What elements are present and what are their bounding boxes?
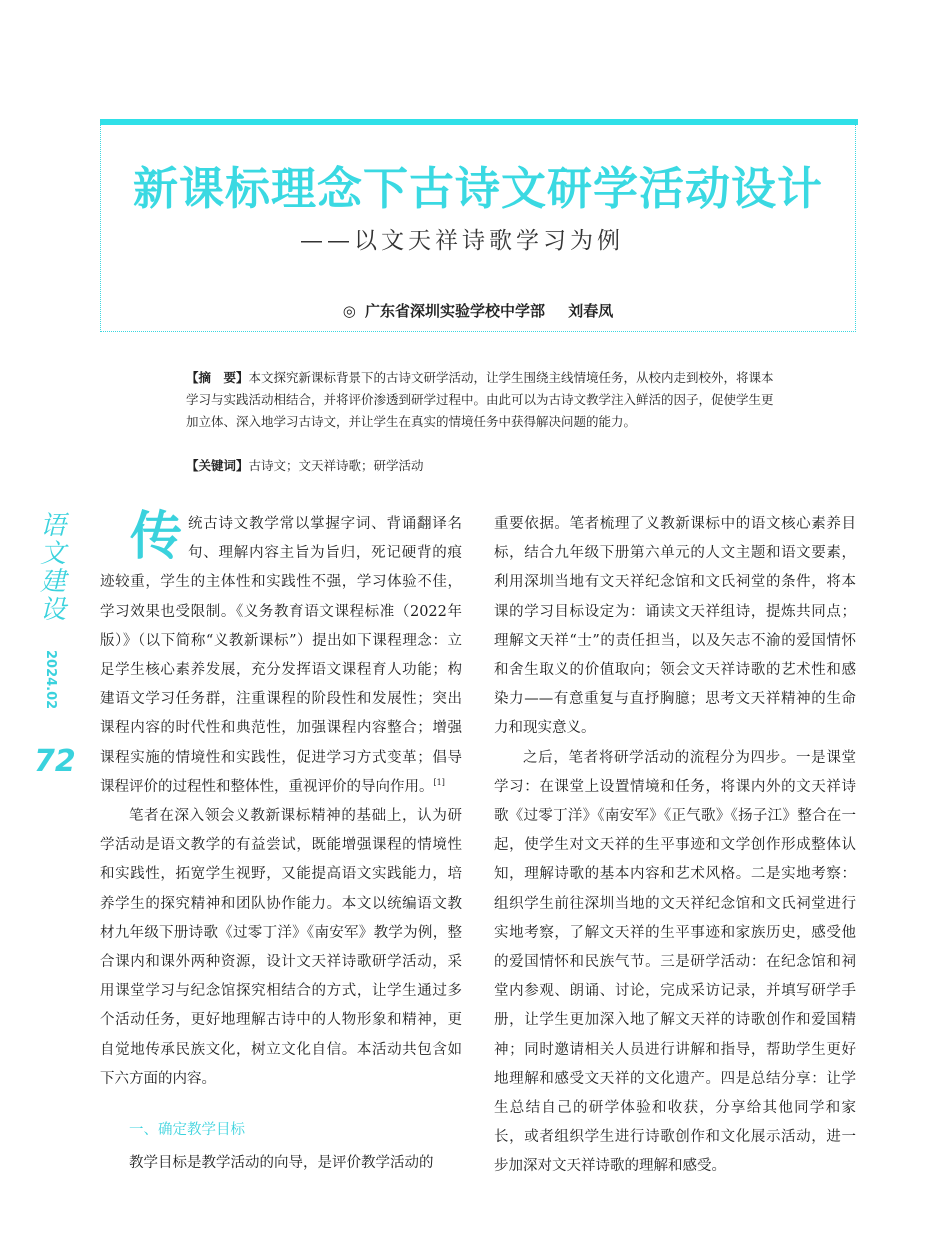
paragraph: 之后，笔者将研学活动的流程分为四步。一是课堂学习：在课堂上设置情境和任务，将课内外的文天祥诗歌《过零丁洋》《南安军》《正气歌》《扬子江》整合在一起，使学生对文天祥的生平事迹和文学创作形成整体认知，理解诗歌的基本内容和艺术风格。二是实地考察：组织学生前往深圳当地的文天祥纪念馆和文氏祠堂进行实地考察，了解文天祥的生平事迹和家族历史，感受他的爱国情怀和民族气节。三是研学活动：在纪念馆和祠堂内参观、朗诵、讨论，完成采访记录，并填写研学手册，让学生更加深入地了解文天祥的诗歌创作和爱国精神；同时邀请相关人员进行讲解和指导，帮助学生更好地理解和感受文天祥的文化遗产。四是总结分享：让学生总结自己的研学体验和收获，分享给其他同学和家长，或者组织学生进行诗歌创作和文化展示活动，进一步加深对文天祥诗歌的理解和感受。 <box>494 749 856 1175</box>
author-marker: ◎ <box>342 302 356 320</box>
paragraph: 笔者在深入领会义教新课标精神的基础上，认为研学活动是语文教学的有益尝试，既能增强课程的情境性和实践性，拓宽学生视野，又能提高语文实践能力，培养学生的探究精神和团队协作能力。本文以统编语文教材九年级下册诗歌《过零丁洋》《南安军》教学为例，整合课内和课外两种资源，设计文天祥诗歌研学活动，采用课堂学习与纪念馆探究相结合的方式，让学生通过多个活动任务，更好地理解古诗中的人物形象和精神，更自觉地传承民族文化，树立文化自信。本活动共包含如下六方面的内容。 <box>100 808 462 1087</box>
paragraph: 重要依据。笔者梳理了义教新课标中的语文核心素养目标，结合九年级下册第六单元的人文主题和语文要素，利用深圳当地有文天祥纪念馆和文氏祠堂的条件，将本课的学习目标设定为：诵读文天祥组诗，提炼共同点；理解文天祥“士”的责任担当，以及矢志不渝的爱国情怀和舍生取义的价值取向；领会文天祥诗歌的艺术性和感染力——有意重复与直抒胸臆；思考文天祥精神的生命力和现实意义。 <box>494 516 856 737</box>
right-column <box>494 510 856 1182</box>
paragraph <box>100 507 462 802</box>
abstract-text: 本文探究新课标背景下的古诗文研学活动，让学生围绕主线情境任务，从校内走到校外，将课本学习与实践活动相结合，并将评价渗透到研学过程中。由此可以为古诗文教学注入鲜活的因子，促使学生更加立体、深入地学习古诗文，并让学生在真实的情境任务中获得解决问题的能力。 <box>186 370 774 429</box>
left-column <box>100 507 462 1178</box>
section-heading: 一、确定教学目标 <box>129 1122 245 1139</box>
page-number: 72 <box>34 744 76 779</box>
keywords-label: 【关键词】 <box>186 458 249 473</box>
author-name: 刘春凤 <box>568 302 614 320</box>
abstract <box>186 367 776 433</box>
article-subtitle: ——以文天祥诗歌学习为例 <box>300 228 624 254</box>
citation-ref: [1] <box>433 778 445 787</box>
paragraph-text: 统古诗文教学常以掌握字词、背诵翻译名句、理解内容主旨为旨归，死记硬背的痕迹较重，学生的主体性和实践性不强，学习体验不佳，学习效果也受限制。《义务教育语文课程标准（2022年版）》（以下简称“义教新课标”）提出如下课程理念：立足学生核心素养发展，充分发挥语文课程育人功能；构建语文学习任务群，注重课程的阶段性和发展性；突出课程内容的时代性和典范性，加强课程内容整合；增强课程实施的情境性和实践性，促进学习方式变革；倡导课程评价的过程性和整体性，重视评价的导向作用。 <box>100 516 462 795</box>
issue-date <box>38 650 58 730</box>
issue-date-text: 2024.02 <box>43 650 58 710</box>
abstract-label: 【摘 要】 <box>186 370 249 385</box>
article-title: 新课标理念下古诗文研学活动设计 <box>132 162 823 215</box>
author-line <box>100 300 856 321</box>
affiliation: 广东省深圳实验学校中学部 <box>365 302 546 320</box>
keywords <box>186 456 776 474</box>
keywords-text: 古诗文；文天祥诗歌；研学活动 <box>248 458 424 473</box>
drop-cap: 传 <box>130 507 183 567</box>
paragraph: 教学目标是教学活动的向导，是评价教学活动的 <box>129 1155 434 1172</box>
journal-name: 语文建设 <box>39 511 66 625</box>
